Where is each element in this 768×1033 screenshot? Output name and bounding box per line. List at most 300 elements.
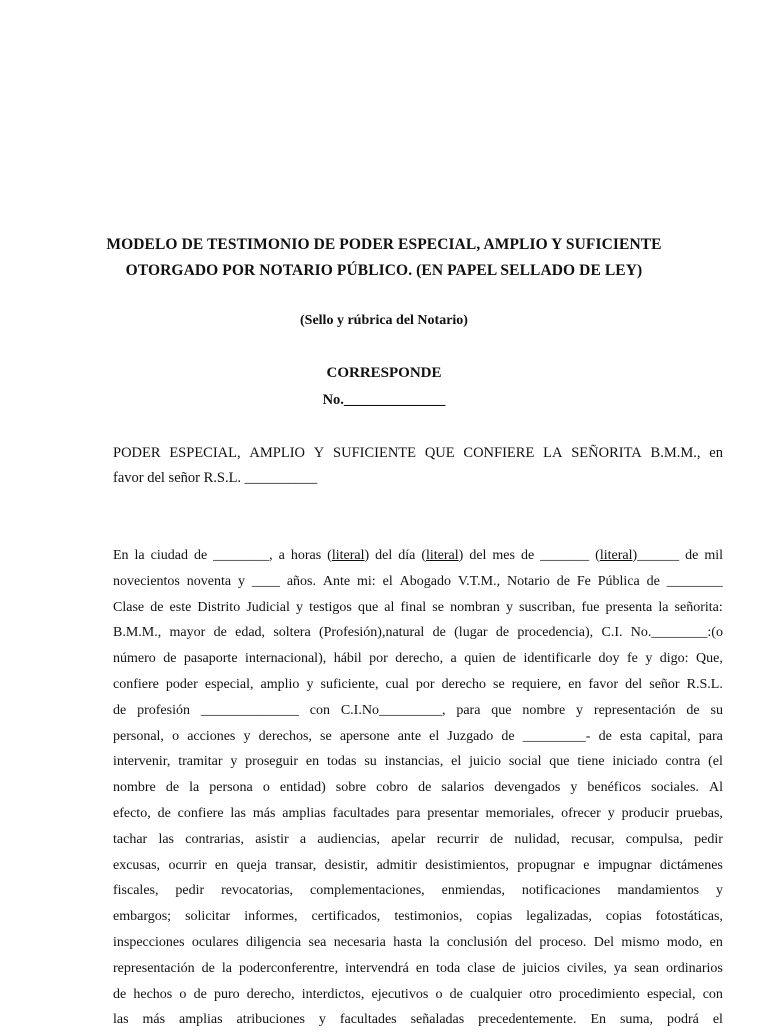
word: (el — [708, 754, 723, 770]
word: su — [364, 754, 377, 770]
word: mayor — [169, 625, 206, 641]
word: de — [213, 625, 227, 641]
word: e — [583, 857, 590, 873]
word: de — [113, 986, 127, 1002]
word: ________ — [666, 573, 723, 589]
word: confiere — [177, 805, 224, 821]
word: desistir, — [324, 857, 369, 873]
word: pruebas, — [675, 805, 723, 821]
body-line — [113, 982, 723, 1008]
word: hasta — [393, 934, 422, 950]
word: civiles, — [566, 960, 607, 976]
word: hechos — [133, 986, 173, 1002]
word: apelar — [391, 831, 426, 847]
word: en — [709, 445, 723, 461]
word: SUFICIENTE — [333, 445, 417, 461]
word: En — [590, 1012, 607, 1028]
word: la — [429, 934, 440, 950]
title-line-2: OTORGADO POR NOTARIO PÚBLICO. (EN PAPEL SELLADO DE LEY) — [125, 262, 643, 279]
word: derecho, — [395, 651, 444, 667]
word: en — [214, 857, 229, 873]
word: de — [150, 599, 164, 615]
word: QUE — [424, 445, 455, 461]
word: revocatorias, — [221, 883, 294, 899]
word: y — [243, 728, 251, 744]
word: persona — [209, 780, 253, 796]
body-line — [113, 878, 723, 904]
word: suma, — [619, 1012, 654, 1028]
word: contrarias, — [185, 831, 244, 847]
word: de — [646, 573, 660, 589]
word: LA — [543, 445, 563, 461]
word: (Profesión),natural — [318, 625, 425, 641]
word: procedencia), — [517, 625, 594, 641]
word: acciones — [187, 728, 236, 744]
word: día — [398, 548, 416, 563]
word: devengados — [494, 780, 561, 796]
word: C.I. — [601, 625, 623, 641]
body-line — [113, 827, 723, 853]
word: la — [189, 780, 200, 796]
word: se — [493, 676, 505, 692]
document-body — [113, 543, 723, 1033]
word: a — [450, 651, 457, 667]
word: doy — [598, 651, 620, 667]
word: de — [556, 573, 570, 589]
word: Ante — [322, 573, 351, 589]
word: iniciado — [612, 754, 658, 770]
word: y — [505, 599, 513, 615]
word: PODER — [113, 445, 161, 461]
word: favor — [588, 676, 619, 692]
word: procedimiento — [558, 986, 640, 1002]
word: mil — [704, 548, 723, 563]
word: B.M.M., — [113, 625, 162, 641]
word: modo, — [666, 934, 703, 950]
word: enmiendas, — [441, 883, 505, 899]
title-line-1: MODELO DE TESTIMONIO DE PODER ESPECIAL, AMPLIO Y SUFICIENTE — [106, 236, 662, 253]
word: cual — [385, 676, 409, 692]
word: presentar — [427, 805, 479, 821]
word: nombran — [450, 599, 500, 615]
word: C.I.No_________, — [340, 702, 446, 718]
word: final — [400, 599, 427, 615]
body-line — [113, 853, 723, 879]
body-line — [113, 569, 723, 595]
word: o — [179, 986, 187, 1002]
word: o — [262, 780, 270, 796]
word: hábil — [333, 651, 362, 667]
word: ya — [613, 960, 628, 976]
word: Al — [708, 780, 723, 796]
word: copias — [476, 909, 513, 925]
word: de — [686, 702, 700, 718]
word: informes, — [244, 909, 298, 925]
word: poder — [165, 676, 198, 692]
word: mismo — [621, 934, 660, 950]
word: sobre — [335, 780, 367, 796]
word: fue — [581, 599, 600, 615]
word: en — [415, 960, 430, 976]
word: nombre — [113, 780, 156, 796]
word: para — [396, 805, 421, 821]
word: de — [502, 651, 516, 667]
body-line — [113, 672, 723, 698]
word: (lugar — [454, 625, 488, 641]
word: más — [252, 805, 276, 821]
power-heading — [113, 441, 723, 491]
word: derecho — [441, 676, 486, 692]
word: suficiente, — [320, 676, 379, 692]
word: ordinarios — [666, 960, 723, 976]
word: de — [520, 548, 535, 563]
word: por — [415, 676, 435, 692]
word: Distrito — [197, 599, 241, 615]
word: (literal) — [421, 548, 464, 563]
word: la — [134, 548, 145, 563]
word: del — [375, 548, 393, 563]
word: embargos; — [113, 909, 172, 925]
word: excusas, — [113, 857, 161, 873]
word: ocurrir — [168, 857, 207, 873]
word: Clase — [113, 599, 145, 615]
word: interdictos, — [301, 986, 365, 1002]
word: R.S.L. — [686, 676, 723, 692]
word: señorita: — [674, 599, 723, 615]
corresponde-label: CORRESPONDE — [326, 365, 442, 381]
body-line — [113, 775, 723, 801]
body-line — [113, 698, 723, 724]
word: el — [382, 573, 393, 589]
word: requiere, — [511, 676, 562, 692]
seal-note: (Sello y rúbrica del Notario) — [300, 313, 468, 328]
word: mes — [492, 548, 515, 563]
word: de — [502, 960, 516, 976]
word: y — [306, 676, 314, 692]
word: o — [172, 728, 180, 744]
word: Pública — [597, 573, 640, 589]
word: señor — [649, 676, 680, 692]
word: fe — [627, 651, 638, 667]
word: CONFIERE — [463, 445, 535, 461]
word: oculares — [191, 934, 239, 950]
word: sea — [308, 934, 327, 950]
word: esta — [619, 728, 642, 744]
word: de — [501, 728, 515, 744]
word: ______________ — [200, 702, 299, 718]
word: SEÑORITA — [571, 445, 642, 461]
word: mandamientos — [617, 883, 700, 899]
word: novecientos — [113, 573, 180, 589]
word: de — [449, 986, 463, 1002]
word: Juzgado — [447, 728, 494, 744]
word: audiencias, — [317, 831, 380, 847]
word: amplias — [282, 805, 326, 821]
word: representación — [113, 960, 195, 976]
word: diligencia — [245, 934, 302, 950]
word: de — [157, 805, 171, 821]
body-line — [113, 749, 723, 775]
word: señaladas — [410, 1012, 465, 1028]
word: proceso. — [539, 934, 587, 950]
word: nulidad, — [514, 831, 560, 847]
word: y — [715, 883, 723, 899]
word: toda — [436, 960, 461, 976]
word: propugnar — [517, 857, 575, 873]
word: solicitar — [185, 909, 231, 925]
word: complementaciones, — [309, 883, 425, 899]
word: ciudad — [150, 548, 188, 563]
word: apersone — [339, 728, 390, 744]
word: legalizadas, — [526, 909, 592, 925]
document-title — [100, 232, 668, 284]
word: suscriban, — [519, 599, 576, 615]
word: las — [230, 805, 246, 821]
body-line — [113, 646, 723, 672]
word: No.________:(o — [630, 625, 723, 641]
word: recusar, — [571, 831, 615, 847]
word: amplias — [179, 1012, 223, 1028]
word: compulsa, — [625, 831, 683, 847]
body-line — [113, 724, 723, 750]
word: sociales. — [651, 780, 699, 796]
word: se — [432, 599, 444, 615]
word: personal, — [113, 728, 164, 744]
word: las — [113, 1012, 129, 1028]
word: con — [702, 986, 723, 1002]
body-line — [113, 956, 723, 982]
word: de — [193, 986, 207, 1002]
word: especial, — [646, 986, 696, 1002]
word: del — [514, 934, 532, 950]
word: se — [320, 728, 332, 744]
word: de — [598, 728, 612, 744]
word: en — [709, 934, 723, 950]
word: la — [658, 599, 669, 615]
word: _______ — [540, 548, 590, 563]
word: de — [165, 780, 180, 796]
word: queja — [236, 857, 267, 873]
word: puro — [213, 986, 240, 1002]
word: juicio — [469, 754, 501, 770]
word: el — [451, 754, 462, 770]
word: necesaria — [333, 934, 386, 950]
body-line — [113, 1007, 723, 1033]
word: admitir — [376, 857, 417, 873]
word: ejecutivos — [371, 986, 429, 1002]
word: y — [576, 702, 584, 718]
word: ESPECIAL, — [169, 445, 241, 461]
word: la — [221, 960, 232, 976]
word: intervendrá — [345, 960, 409, 976]
word: digo: — [659, 651, 689, 667]
word: confiere — [113, 676, 159, 692]
word: este — [169, 599, 192, 615]
word: en — [305, 754, 320, 770]
word: especial, — [204, 676, 254, 692]
word: instancias, — [384, 754, 444, 770]
word: recurrir — [436, 831, 479, 847]
word: transar, — [275, 857, 317, 873]
word: soltera — [273, 625, 311, 641]
word: testigos — [309, 599, 352, 615]
word: cobro — [376, 780, 409, 796]
word: desistimientos, — [425, 857, 509, 873]
word: mi: — [357, 573, 376, 589]
word: contra — [665, 754, 701, 770]
word: de — [432, 625, 446, 641]
word: que — [549, 754, 570, 770]
word: Y — [313, 445, 325, 461]
word: Abogado — [399, 573, 451, 589]
word: asistir — [255, 831, 289, 847]
body-line — [113, 801, 723, 827]
word: sean — [634, 960, 660, 976]
word: de — [113, 702, 127, 718]
word: nombre — [522, 702, 566, 718]
word: memoriales, — [485, 805, 555, 821]
word: otro — [529, 986, 552, 1002]
heading-line-2: favor del señor R.S.L. __________ — [113, 470, 318, 486]
word: ofrecer — [561, 805, 601, 821]
word: B.M.M., — [650, 445, 701, 461]
word: que — [357, 599, 379, 615]
word: proseguir — [245, 754, 299, 770]
word: dictámenes — [659, 857, 723, 873]
word: derechos, — [258, 728, 312, 744]
word: Del — [593, 934, 615, 950]
word: su — [710, 702, 723, 718]
word: _________- — [522, 728, 591, 744]
word: de — [495, 625, 510, 641]
word: ____ — [251, 573, 280, 589]
word: fiscales, — [113, 883, 159, 899]
word: (literal) — [327, 548, 370, 563]
word: facultades — [339, 1012, 397, 1028]
word: tachar — [113, 831, 148, 847]
word: capital, — [649, 728, 691, 744]
word: edad, — [235, 625, 266, 641]
word: de — [489, 831, 504, 847]
word: poderconferentre, — [239, 960, 339, 976]
word: fotostáticas, — [655, 909, 723, 925]
word: clase — [467, 960, 496, 976]
heading-line-1 — [113, 441, 723, 466]
word: quien — [464, 651, 496, 667]
word: del — [469, 548, 487, 563]
word: amplio — [260, 676, 300, 692]
word: y — [570, 780, 578, 796]
word: copias — [605, 909, 642, 925]
word: Notario — [507, 573, 550, 589]
word: y — [318, 1012, 326, 1028]
word: efecto, — [113, 805, 151, 821]
word: en — [568, 676, 582, 692]
word: con — [309, 702, 330, 718]
word: profesión — [137, 702, 190, 718]
word: presenta — [605, 599, 653, 615]
body-line — [113, 620, 723, 646]
word: atribuciones — [236, 1012, 305, 1028]
word: pedir — [694, 831, 723, 847]
word: podrá — [666, 1012, 699, 1028]
word: certificados, — [311, 909, 381, 925]
word: a — [278, 548, 285, 563]
body-line — [113, 930, 723, 956]
word: social — [508, 754, 542, 770]
word: de — [193, 548, 208, 563]
word: y — [230, 754, 238, 770]
word: y — [295, 599, 303, 615]
word: y — [645, 651, 653, 667]
word: de — [201, 960, 215, 976]
word: Que, — [696, 651, 723, 667]
word: el — [712, 1012, 723, 1028]
word: horas — [290, 548, 322, 563]
word: pasaporte — [183, 651, 238, 667]
word: En — [113, 548, 129, 563]
word: las — [158, 831, 175, 847]
word: representación — [593, 702, 676, 718]
word: tramitar — [178, 754, 223, 770]
word: al — [384, 599, 395, 615]
word: intervenir, — [113, 754, 171, 770]
word: salarios — [441, 780, 485, 796]
word: inspecciones — [113, 934, 185, 950]
word: ________, — [213, 548, 273, 563]
corresponde-number: No.______________ — [322, 392, 446, 408]
word: cualquier — [469, 986, 523, 1002]
word: notificaciones — [521, 883, 601, 899]
word: y — [238, 573, 246, 589]
word: número — [113, 651, 156, 667]
word: y — [607, 805, 615, 821]
word: identificarle — [523, 651, 592, 667]
word: impugnar — [597, 857, 652, 873]
word: o — [435, 986, 443, 1002]
word: Judicial — [246, 599, 290, 615]
word: benéficos — [587, 780, 642, 796]
word: internacional), — [245, 651, 327, 667]
body-line — [113, 595, 723, 621]
word: conclusión — [446, 934, 508, 950]
word: más — [142, 1012, 166, 1028]
word: el — [429, 728, 440, 744]
word: testimonios, — [394, 909, 463, 925]
word: del — [625, 676, 643, 692]
word: Fe — [576, 573, 591, 589]
word: V.T.M., — [457, 573, 501, 589]
word: que — [491, 702, 512, 718]
word: de — [163, 651, 177, 667]
word: (literal)______ — [595, 548, 680, 563]
word: juicios — [522, 960, 560, 976]
word: años. — [286, 573, 316, 589]
word: de — [418, 780, 432, 796]
word: noventa — [186, 573, 232, 589]
word: derecho, — [246, 986, 295, 1002]
word: precedentemente. — [478, 1012, 577, 1028]
word: de — [685, 548, 699, 563]
word: facultades — [332, 805, 390, 821]
body-line — [113, 904, 723, 930]
word: producir — [621, 805, 669, 821]
word: entidad) — [279, 780, 326, 796]
word: ante — [397, 728, 422, 744]
word: a — [299, 831, 307, 847]
word: todas — [326, 754, 357, 770]
word: para — [698, 728, 723, 744]
